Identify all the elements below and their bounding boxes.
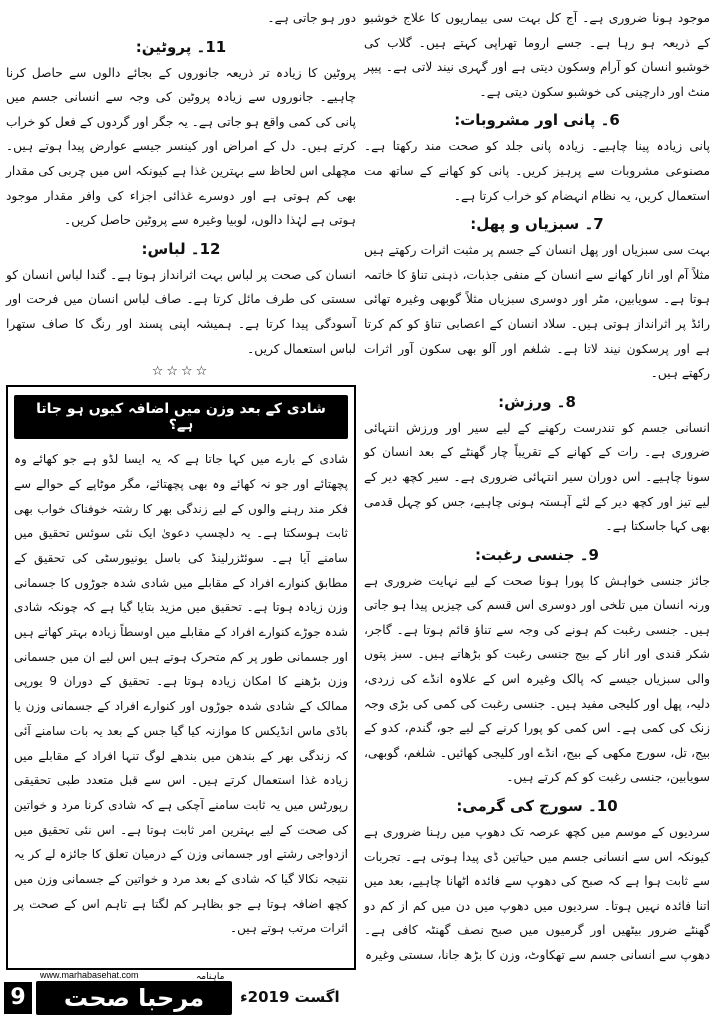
section-heading: 8۔ ورزش: [498, 392, 576, 411]
right-column [364, 6, 710, 968]
paragraph: سردیوں کے موسم میں کچھ عرصہ تک دھوپ میں رہنا ضروری ہے کیونکہ اس سے انسانی جسم میں حیاتین ڈی پیدا ہوتی ہے۔ تجربات سے ثابت ہوا ہے کہ صبح کی دھوپ سے فائدہ اٹھانا چاہیے، بعد میں اتنا فائدہ نہیں ہوتا۔ سردیوں میں دھوپ میں دن میں کم از کم دو گھنٹے ضرور بیٹھیں اور گرمیوں میں صبح نصف گھنٹہ کافی ہے۔ دھوپ سے انسانی جسم سے تھکاوٹ، وزن کا بڑھ جانا، سستی وغیرہ [364, 825, 710, 962]
paragraph: موجود ہونا ضروری ہے۔ آج کل بہت سی بیماریوں کا علاج خوشبو کے ذریعہ ہو رہا ہے۔ جسے اروما تھراپی کہتے ہیں۔ گلاب کی خوشبو انسان کو آرام وسکون دیتی ہے اور گہری نیند لاتی ہے۔ پیپر منٹ اور دارچینی کی خوشبو سکون دیتی ہے۔ [364, 11, 710, 99]
website-link[interactable]: www.marhabasehat.com [40, 970, 139, 980]
section-heading: 6۔ پانی اور مشروبات: [454, 111, 620, 130]
section-heading: 10۔ سورج کی گرمی: [456, 797, 618, 816]
boxed-article-body: شادی کے بارے میں کہا جاتا ہے کہ یہ ایسا لڈو ہے جو کھائے وہ پچھتائے اور جو نہ کھائے وہ بھی پچھتائے، مگر موٹاپے کے حوالے سے فکر مند رہنے والوں کے لیے زندگی بھر کا رشتہ خوفناک خواب بھی ثابت ہوسکتا ہے۔ یہ دلچسپ دعویٰ ایک نئی سوئس تحقیق میں سامنے آیا ہے۔ سوئٹزرلینڈ کی باسل یونیورسٹی کی تحقیق کے مطابق کنوارے افراد کے مقابلے میں شادی شدہ جوڑوں کا جسمانی وزن زیادہ ہوتا ہے۔ تحقیق میں مزید بتایا گیا ہے کہ چونکہ شادی شدہ جوڑے کنوارے افراد کے مقابلے میں اوسطاً زیادہ بہتر کھاتے ہیں اور جسمانی طور پر کم متحرک ہوتے ہیں اس لیے ان میں جسمانی وزن بڑھنے کا امکان زیادہ ہوتا ہے۔ تحقیق کے دوران 9 یورپی ممالک کے شادی شدہ جوڑوں اور کنوارے افراد کے جسمانی وزن یا باڈی ماس انڈیکس کا موازنہ کیا گیا جس کے بعد یہ بات سامنے آئی کہ زندگی بھر کے بندھن میں بندھے لوگ تنہا افراد کے مقابلے میں زیادہ غذا استعمال کرتے ہیں۔ اس سے قبل متعدد طبی تحقیقی رپورٹس میں یہ ثابت سامنے آچکی ہے کہ شادی کرنا مرد و خواتین کی صحت کے لیے بہترین امر ثابت ہوتا ہے۔ اس نئی تحقیق میں ازدواجی رشتے اور جسمانی وزن کے درمیان تعلق کا جائزہ لے کر یہ نتیجہ نکالا گیا کہ شادی کے بعد مرد و خواتین کے جسمانی وزن میں کچھ اضافہ ہوتا ہے جو بظاہر کم لگتا ہے تاہم اس کے صحت پر اثرات مرتب ہوتے ہیں۔ [14, 452, 349, 936]
page-footer [0, 970, 364, 1020]
section-heading: 11۔ پروٹین: [135, 37, 227, 56]
section-heading: 9۔ جنسی رغبت: [475, 545, 599, 564]
section-heading: 12۔ لباس: [141, 239, 221, 258]
paragraph: انسان کی صحت پر لباس بہت اثرانداز ہوتا ہے۔ گندا لباس انسان کو سستی کی طرف مائل کرتا ہے۔ صاف لباس انسان میں فرحت اور آسودگی پیدا کرتا ہے۔ ہمیشہ اپنی پسند اور رنگ کا صاف ستھرا لباس استعمال کریں۔ [6, 267, 356, 356]
paragraph: دور ہو جاتی ہے۔ [267, 11, 356, 25]
magazine-logo: مرحبا صحت [36, 981, 232, 1015]
left-column [6, 6, 356, 970]
paragraph: انسانی جسم کو تندرست رکھنے کے لیے سیر اور ورزش انتہائی ضروری ہے۔ رات کے کھانے کے تقریباً چار گھنٹے کے بعد انسان کو سونا چاہیے۔ اس دوران سیر انتہائی ضروری ہے۔ سیر کچھ دیر کے لیے تیز اور کچھ دیر کے لئے آہستہ ہونی چاہیے، جس کو چہل قدمی بھی کہا جاسکتا ہے۔ [364, 420, 710, 534]
magazine-logo-tag: ماہنامہ [196, 972, 225, 982]
issue-date: اگست 2019ء [240, 988, 340, 1006]
paragraph: پروٹین کا زیادہ تر ذریعہ جانوروں کے بجائے دالوں سے حاصل کرنا چاہیے۔ جانوروں سے زیادہ پروٹین کی وجہ سے انسانی جسم میں پانی کی کمی واقع ہو جاتی ہے۔ یہ جگر اور گردوں کے فعل کو خراب کرتے ہیں۔ دل کے امراض اور کینسر جیسے عوارض پیدا ہوتے ہیں۔ مچھلی اس لحاظ سے بہترین غذا ہے کیونکہ اس میں چربی کی مقدار بھی کم ہوتی ہے اور دوسرے غذائی اجزاء کی وافر مقدار موجود ہوتی ہے لہٰذا دالوں، لوبیا وغیرہ سے پروٹین حاصل کریں۔ [6, 65, 356, 228]
page-number: 9 [4, 982, 32, 1014]
star-divider: ☆☆☆☆ [151, 364, 211, 380]
paragraph: جائز جنسی خواہش کا پورا ہونا صحت کے لیے نہایت ضروری ہے ورنہ انسان میں تلخی اور دوسری اس قسم کی چیزیں پیدا ہو جاتی ہیں۔ جنسی رغبت کم ہونے کی وجہ سے تناؤ قائم ہوتا ہے۔ گاجر، شکر قندی اور انار کے بیج جنسی رغبت کو بڑھاتے ہیں۔ سبز پتوں والی سبزیاں جیسے کہ پالک وغیرہ اس کے علاوہ انڈے کی زردی، دلیہ، پھل اور کلیجی مفید ہیں۔ جنسی رغبت کی کمی کی بڑی وجہ زنک کی کمی ہے۔ اس کمی کو پورا کرنے کے لیے جو، گندم، کدو کے بیج، تل، سورج مکھی کے بیج، انڈے اور کلیجی کھائیں۔ شلغم، گوبھی، سویابین، جنسی رغبت کو کم کرتے ہیں۔ [364, 573, 710, 785]
boxed-article [6, 385, 356, 970]
paragraph: پانی زیادہ پینا چاہیے۔ زیادہ پانی جلد کو صحت مند رکھتا ہے۔ مصنوعی مشروبات سے پرہیز کریں۔ پانی کو کھانے کے ساتھ مت استعمال کریں، یہ نظام انہضام کو خراب کرتا ہے۔ [364, 139, 710, 203]
section-heading: 7۔ سبزیاں و پھل: [470, 215, 604, 234]
boxed-article-title: شادی کے بعد وزن میں اضافہ کیوں ہو جاتا ہے؟ [14, 395, 348, 439]
paragraph: بہت سی سبزیاں اور پھل انسان کے جسم پر مثبت اثرات رکھتے ہیں مثلاً آم اور انار کھانے سے انسان کے منفی جذبات، ذہنی تناؤ کا خاتمہ ہوتا ہے۔ سویابین، مٹر اور دوسری سبزیاں مثلاً گوبھی وغیرہ تھائی رائڈ پر اثرانداز ہوتی ہیں۔ سلاد انسان کے اعصابی تناؤ کو کم کرتا ہے اور پرسکون نیند لاتا ہے۔ شلغم اور آلو بھی سکون آور اثرات رکھتے ہیں۔ [364, 243, 710, 381]
